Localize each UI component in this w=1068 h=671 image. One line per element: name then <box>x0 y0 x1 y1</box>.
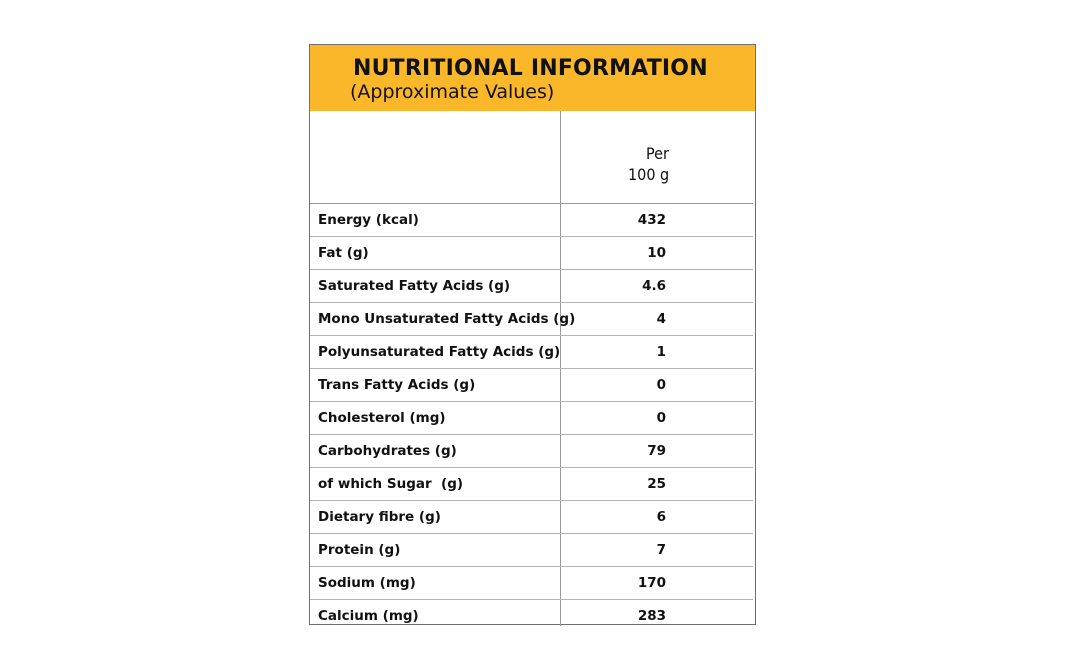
per-header-line1: Per <box>646 144 669 163</box>
table-row <box>310 402 753 435</box>
per-100g-header <box>628 143 669 185</box>
nutrient-value: 4.6 <box>642 278 666 294</box>
per-header-line2: 100 g <box>628 165 670 184</box>
nutrient-value: 79 <box>647 443 666 459</box>
nutrient-value: 6 <box>656 509 666 525</box>
table-body <box>310 204 755 632</box>
table-row <box>310 468 753 501</box>
nutrient-label: Trans Fatty Acids (g) <box>318 377 476 393</box>
nutrient-value: 4 <box>656 311 666 327</box>
table-row <box>310 501 753 534</box>
nutrient-label: Cholesterol (mg) <box>318 410 446 426</box>
nutrient-label: Energy (kcal) <box>318 212 419 228</box>
nutrient-label: Dietary fibre (g) <box>318 509 441 525</box>
nutrient-value: 283 <box>637 608 666 624</box>
nutrient-value: 25 <box>647 476 666 492</box>
nutrition-title: NUTRITIONAL INFORMATION <box>353 56 708 81</box>
nutrient-value: 10 <box>647 245 666 261</box>
nutrient-value: 1 <box>656 344 666 360</box>
nutrient-value: 432 <box>637 212 666 228</box>
table-row <box>310 567 753 600</box>
table-row <box>310 336 753 369</box>
nutrition-subtitle: (Approximate Values) <box>350 81 555 103</box>
table-row <box>310 600 753 632</box>
nutrient-label: Polyunsaturated Fatty Acids (g) <box>318 344 561 360</box>
table-row <box>310 369 753 402</box>
nutrition-panel <box>309 44 756 625</box>
nutrition-header <box>310 45 755 111</box>
nutrient-label: Carbohydrates (g) <box>318 443 457 459</box>
nutrient-label: Mono Unsaturated Fatty Acids (g) <box>318 311 576 327</box>
table-row <box>310 534 753 567</box>
nutrition-table <box>310 111 755 632</box>
nutrient-label: Saturated Fatty Acids (g) <box>318 278 511 294</box>
table-row <box>310 237 753 270</box>
table-row <box>310 435 753 468</box>
nutrient-label: Protein (g) <box>318 542 401 558</box>
table-row <box>310 270 753 303</box>
table-row <box>310 303 753 336</box>
nutrient-value: 170 <box>637 575 666 591</box>
nutrient-label: of which Sugar (g) <box>318 476 464 492</box>
nutrient-value: 0 <box>656 410 666 426</box>
nutrient-label: Calcium (mg) <box>318 608 419 624</box>
table-row <box>310 204 753 237</box>
nutrient-value: 7 <box>656 542 666 558</box>
table-header-row <box>310 111 753 204</box>
nutrient-label: Fat (g) <box>318 245 369 261</box>
nutrient-value: 0 <box>656 377 666 393</box>
nutrient-label: Sodium (mg) <box>318 575 416 591</box>
